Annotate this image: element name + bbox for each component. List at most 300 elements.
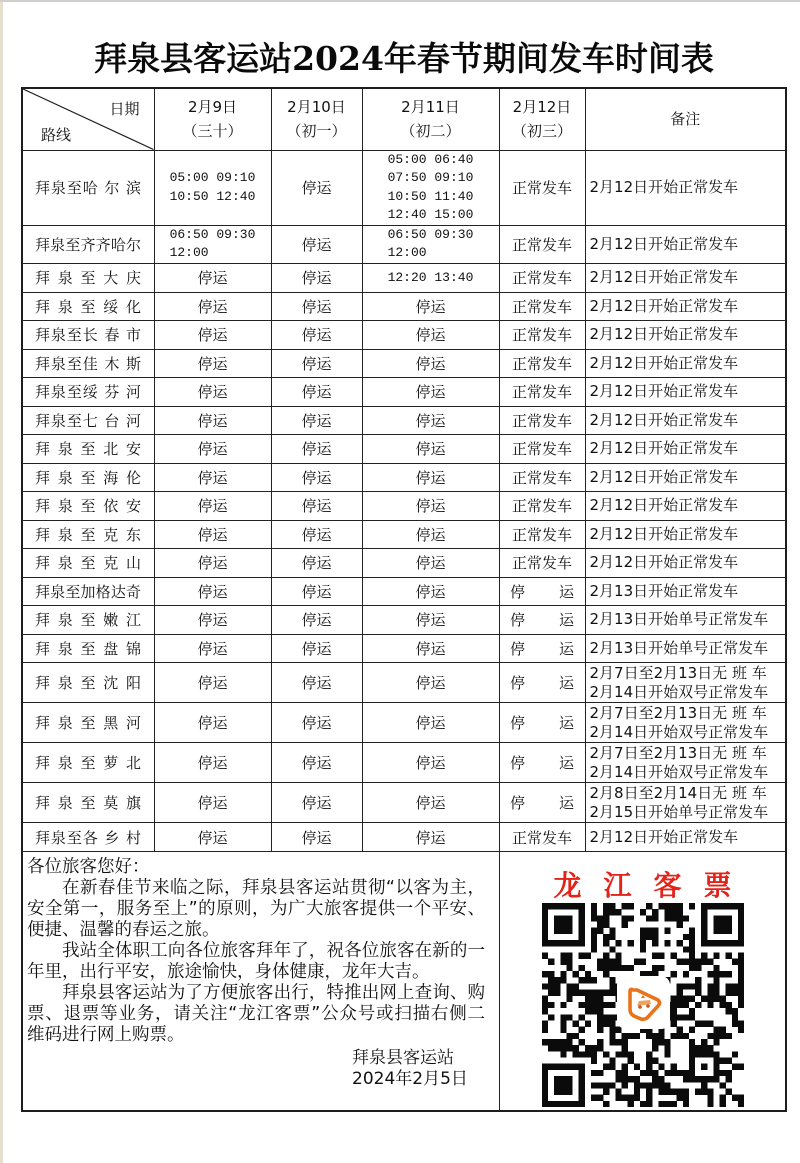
status-text: 停运: [415, 468, 446, 487]
route-name: 拜泉至七 台 河: [35, 411, 141, 430]
route-cell: [22, 378, 154, 407]
page-title: 拜泉县客运站2024年春节期间发车时间表: [94, 39, 714, 78]
route-name: 拜 泉 至 北 安: [35, 440, 141, 459]
status-text: 停运: [301, 554, 332, 573]
header-lunar: （初三）: [511, 122, 572, 141]
feb11-cell: [362, 743, 499, 783]
feb12-cell: [499, 783, 585, 823]
time-line: 12:40 15:00: [387, 207, 474, 222]
feb9-cell: [154, 349, 271, 378]
status-text: 停运: [197, 468, 228, 487]
feb11-cell: [362, 435, 499, 464]
feb12-cell: [499, 321, 585, 350]
status-text: 停运: [301, 525, 332, 544]
status-text: 停运: [415, 674, 446, 692]
route-cell: [22, 703, 154, 743]
feb9-cell: [154, 225, 271, 263]
feb10-cell: [271, 703, 362, 743]
status-text: 停运: [301, 354, 332, 373]
remark-cell: [585, 150, 786, 225]
status-text: 正常发车: [511, 235, 572, 254]
status-text: 停运: [415, 383, 446, 402]
feb10-cell: [271, 321, 362, 350]
header-feb10: [271, 88, 362, 150]
status-text: 停运: [301, 582, 332, 601]
remark-cell: [585, 435, 786, 464]
status-text: 停 运: [510, 611, 574, 630]
status-text: 停运: [197, 714, 228, 732]
feb11-cell: [362, 406, 499, 435]
remark-line: 2月13日开始单号正常发车: [589, 638, 769, 657]
route-name: 拜 泉 至 克 东: [35, 525, 141, 544]
feb9-cell: [154, 463, 271, 492]
route-axis-label: 路线: [41, 125, 72, 144]
status-text: 停运: [415, 297, 446, 316]
status-text: 正常发车: [511, 497, 572, 516]
feb10-cell: [271, 549, 362, 578]
route-name: 拜 泉 至 沈 阳: [35, 674, 141, 692]
status-text: 正常发车: [511, 828, 572, 847]
table-row: [22, 349, 786, 378]
remark-line: 2月12日开始正常发车: [589, 439, 739, 458]
scan-edge-top: [0, 0, 800, 2]
route-name: 拜泉至绥 芬 河: [35, 383, 141, 402]
header-remark: [585, 88, 786, 150]
notice-text: [27, 857, 485, 1046]
feb10-cell: [271, 463, 362, 492]
status-text: 停运: [197, 525, 228, 544]
remark-line: 2月12日开始正常发车: [589, 410, 739, 429]
feb12-cell: [499, 577, 585, 606]
remark-line: 2月7日至2月13日无 班 车: [589, 703, 767, 722]
status-text: 停运: [197, 440, 228, 459]
remark-cell: [585, 378, 786, 407]
table-row: [22, 406, 786, 435]
status-text: 停运: [197, 794, 228, 812]
remark-line: 2月12日开始正常发车: [589, 553, 739, 572]
feb10-cell: [271, 663, 362, 703]
status-text: 停运: [415, 354, 446, 373]
status-text: 停 运: [510, 754, 574, 772]
status-text: 停运: [197, 754, 228, 772]
status-text: 停运: [415, 554, 446, 573]
time-line: 05:00 09:10: [169, 170, 256, 185]
status-text: 停运: [301, 468, 332, 487]
status-text: 停运: [301, 794, 332, 812]
status-text: 停 运: [510, 639, 574, 658]
time-line: 05:00 06:40: [387, 151, 474, 167]
status-text: 停 运: [510, 674, 574, 692]
feb9-cell: [154, 263, 271, 292]
signature-date: 2024年2月5日: [352, 1069, 468, 1089]
remark-cell: [585, 406, 786, 435]
feb11-cell: [362, 263, 499, 292]
status-text: 停运: [415, 411, 446, 430]
notice-row: [22, 852, 786, 1111]
status-text: 停运: [301, 179, 332, 197]
remark-cell: [585, 634, 786, 663]
feb12-cell: [499, 378, 585, 407]
header-row: [22, 88, 786, 150]
schedule-table: [21, 87, 787, 1112]
route-cell: [22, 743, 154, 783]
route-name: 拜 泉 至 绥 化: [35, 297, 141, 316]
status-text: 正常发车: [511, 269, 572, 287]
header-feb12: [499, 88, 585, 150]
feb9-cell: [154, 634, 271, 663]
feb9-cell: [154, 663, 271, 703]
header-date: 2月11日: [401, 98, 460, 117]
feb10-cell: [271, 634, 362, 663]
feb10-cell: [271, 743, 362, 783]
qr-title: 龙江客票: [553, 869, 754, 902]
status-text: 停运: [301, 611, 332, 630]
feb9-cell: [154, 577, 271, 606]
time-line: 06:50 09:30: [169, 226, 256, 242]
feb9-cell: [154, 743, 271, 783]
feb12-cell: [499, 520, 585, 549]
status-text: 停运: [415, 525, 446, 544]
route-cell: [22, 435, 154, 464]
scan-edge-left: [0, 0, 3, 1163]
remark-cell: [585, 823, 786, 852]
table-row: [22, 703, 786, 743]
table-row: [22, 321, 786, 350]
feb9-cell: [154, 435, 271, 464]
remark-cell: [585, 703, 786, 743]
departure-times: [388, 269, 474, 288]
table-row: [22, 492, 786, 521]
status-text: 正常发车: [511, 525, 572, 544]
header-remark-label: 备注: [670, 110, 701, 129]
qr-cell: [499, 852, 786, 1111]
signature: [352, 1048, 468, 1090]
table-row: [22, 263, 786, 292]
table-row: [22, 663, 786, 703]
feb12-cell: [499, 606, 585, 635]
remark-line: 2月12日开始正常发车: [589, 496, 739, 515]
status-text: 正常发车: [511, 468, 572, 487]
feb9-cell: [154, 406, 271, 435]
route-name: 拜泉至哈 尔 滨: [35, 179, 141, 197]
route-name: 拜 泉 至 克 山: [35, 554, 141, 573]
remark-line: 2月14日开始双号正常发车: [589, 682, 769, 701]
feb10-cell: [271, 823, 362, 852]
notice-line: 安全第一，服务至上”的原则，为广大旅客提供一个平安、: [27, 899, 485, 919]
status-text: 正常发车: [511, 383, 572, 402]
route-cell: [22, 783, 154, 823]
remark-cell: [585, 492, 786, 521]
status-text: 停运: [197, 582, 228, 601]
remark-line: 2月13日开始单号正常发车: [589, 610, 769, 629]
status-text: 停运: [301, 326, 332, 345]
feb12-cell: [499, 823, 585, 852]
table-row: [22, 225, 786, 263]
status-text: 停运: [415, 440, 446, 459]
status-text: 停运: [197, 326, 228, 345]
feb12-cell: [499, 463, 585, 492]
route-cell: [22, 634, 154, 663]
notice-cell: [22, 852, 499, 1111]
status-text: 停运: [415, 326, 446, 345]
table-row: [22, 292, 786, 321]
table-row: [22, 577, 786, 606]
remark-cell: [585, 520, 786, 549]
header-date: 2月10日: [287, 98, 346, 117]
header-lunar: （三十）: [182, 122, 243, 141]
status-text: 停运: [197, 554, 228, 573]
remark-line: 2月15日开始单号正常发车: [589, 802, 769, 821]
feb10-cell: [271, 435, 362, 464]
status-text: 正常发车: [511, 297, 572, 316]
route-cell: [22, 406, 154, 435]
feb12-cell: [499, 292, 585, 321]
status-text: 正常发车: [511, 411, 572, 430]
table-row: [22, 150, 786, 225]
status-text: 停运: [301, 269, 332, 287]
remark-cell: [585, 783, 786, 823]
table-row: [22, 634, 786, 663]
time-line: 10:50 12:40: [169, 188, 256, 204]
feb12-cell: [499, 225, 585, 263]
remark-line: 2月12日开始正常发车: [589, 524, 739, 543]
notice-line: 维码进行网上购票。: [27, 1025, 185, 1045]
status-text: 停运: [197, 611, 228, 630]
route-cell: [22, 577, 154, 606]
signature-org: 拜泉县客运站: [352, 1048, 454, 1068]
feb11-cell: [362, 783, 499, 823]
status-text: 停 运: [510, 794, 574, 812]
feb10-cell: [271, 783, 362, 823]
remark-cell: [585, 321, 786, 350]
remark-cell: [585, 577, 786, 606]
feb11-cell: [362, 321, 499, 350]
feb12-cell: [499, 406, 585, 435]
remark-line: 2月12日开始正常发车: [589, 268, 739, 286]
longjiang-ticket-logo-icon: [617, 976, 670, 1029]
route-name: 拜 泉 至 大 庆: [35, 269, 141, 287]
time-line: 12:20 13:40: [387, 270, 474, 286]
feb9-cell: [154, 823, 271, 852]
route-name: 拜 泉 至 莫 旗: [35, 794, 141, 812]
route-cell: [22, 292, 154, 321]
feb11-cell: [362, 292, 499, 321]
feb12-cell: [499, 150, 585, 225]
feb11-cell: [362, 492, 499, 521]
remark-cell: [585, 292, 786, 321]
feb11-cell: [362, 549, 499, 578]
qr-code[interactable]: [542, 903, 744, 1107]
remark-line: 2月12日开始正常发车: [589, 234, 739, 253]
status-text: 正常发车: [511, 179, 572, 197]
feb12-cell: [499, 549, 585, 578]
status-text: 停运: [415, 714, 446, 732]
feb11-cell: [362, 634, 499, 663]
table-row: [22, 783, 786, 823]
time-line: 12:00: [169, 245, 209, 260]
table-row: [22, 463, 786, 492]
remark-line: 2月12日开始正常发车: [589, 382, 739, 401]
feb10-cell: [271, 150, 362, 225]
remark-line: 2月12日开始正常发车: [589, 467, 739, 486]
feb10-cell: [271, 292, 362, 321]
remark-cell: [585, 606, 786, 635]
status-text: 停运: [301, 714, 332, 732]
departure-times: [170, 226, 256, 263]
feb12-cell: [499, 703, 585, 743]
route-name: 拜 泉 至 盘 锦: [35, 639, 141, 658]
feb12-cell: [499, 263, 585, 292]
status-text: 停运: [301, 440, 332, 459]
status-text: 正常发车: [511, 440, 572, 459]
route-cell: [22, 492, 154, 521]
notice-line: 拜泉县客运站为了方便旅客出行，特推出网上查询、购: [62, 983, 485, 1003]
feb10-cell: [271, 378, 362, 407]
feb9-cell: [154, 703, 271, 743]
feb12-cell: [499, 435, 585, 464]
status-text: 停运: [197, 354, 228, 373]
route-cell: [22, 321, 154, 350]
feb11-cell: [362, 150, 499, 225]
route-name: 拜 泉 至 依 安: [35, 497, 141, 516]
table-row: [22, 435, 786, 464]
header-date: 2月9日: [187, 98, 238, 117]
remark-line: 2月12日开始正常发车: [589, 353, 739, 372]
route-name: 拜泉至各 乡 村: [35, 828, 141, 847]
remark-line: 2月7日至2月13日无 班 车: [589, 743, 767, 762]
status-text: 停运: [197, 269, 228, 287]
remark-cell: [585, 225, 786, 263]
status-text: 停运: [301, 411, 332, 430]
feb11-cell: [362, 703, 499, 743]
header-lunar: （初一）: [286, 122, 347, 141]
departure-times: [388, 226, 474, 263]
feb12-cell: [499, 663, 585, 703]
status-text: 停运: [301, 674, 332, 692]
feb12-cell: [499, 634, 585, 663]
feb12-cell: [499, 349, 585, 378]
route-name: 拜 泉 至 萝 北: [35, 754, 141, 772]
status-text: 停运: [301, 639, 332, 658]
feb10-cell: [271, 520, 362, 549]
time-line: 06:50 09:30: [387, 226, 474, 242]
route-name: 拜泉至长 春 市: [35, 326, 141, 345]
feb11-cell: [362, 577, 499, 606]
remark-cell: [585, 349, 786, 378]
remark-cell: [585, 263, 786, 292]
feb11-cell: [362, 349, 499, 378]
status-text: 正常发车: [511, 326, 572, 345]
feb9-cell: [154, 520, 271, 549]
header-corner-cell: [22, 88, 154, 150]
status-text: 停运: [197, 411, 228, 430]
feb10-cell: [271, 606, 362, 635]
route-name: 拜泉至齐齐哈尔: [35, 235, 141, 254]
status-text: 停运: [301, 497, 332, 516]
remark-cell: [585, 463, 786, 492]
status-text: 停运: [197, 497, 228, 516]
notice-greeting: 各位旅客您好：: [27, 857, 150, 877]
table-row: [22, 823, 786, 852]
departure-times: [388, 151, 474, 225]
header-feb11: [362, 88, 499, 150]
route-name: 拜泉至加格达奇: [35, 582, 141, 601]
feb10-cell: [271, 492, 362, 521]
feb9-cell: [154, 549, 271, 578]
status-text: 停运: [415, 582, 446, 601]
status-text: 停运: [301, 235, 332, 254]
route-name: 拜 泉 至 嫩 江: [35, 611, 141, 630]
remark-cell: [585, 663, 786, 703]
route-name: 拜 泉 至 海 伦: [35, 468, 141, 487]
feb9-cell: [154, 378, 271, 407]
table-row: [22, 743, 786, 783]
remark-line: 2月7日至2月13日无 班 车: [589, 663, 767, 682]
header-feb9: [154, 88, 271, 150]
route-cell: [22, 663, 154, 703]
route-cell: [22, 150, 154, 225]
remark-line: 2月12日开始正常发车: [589, 827, 739, 846]
notice-line: 便捷、温馨的春运之旅。: [27, 920, 220, 940]
status-text: 停运: [197, 674, 228, 692]
status-text: 停 运: [510, 714, 574, 732]
remark-line: 2月12日开始正常发车: [589, 325, 739, 344]
feb12-cell: [499, 492, 585, 521]
remark-line: 2月12日开始正常发车: [589, 178, 739, 196]
notice-line: 在新春佳节来临之际，拜泉县客运站贯彻“以客为主，: [62, 878, 485, 898]
header-date: 2月12日: [512, 98, 572, 117]
status-text: 停运: [415, 754, 446, 772]
status-text: 停运: [197, 383, 228, 402]
header-lunar: （初二）: [400, 122, 461, 141]
notice-line: 年里，出行平安，旅途愉快，身体健康，龙年大吉。: [27, 962, 430, 982]
status-text: 停运: [415, 639, 446, 658]
time-line: 07:50 09:10: [387, 170, 474, 185]
status-text: 停运: [197, 297, 228, 316]
table-row: [22, 549, 786, 578]
feb10-cell: [271, 349, 362, 378]
remark-cell: [585, 549, 786, 578]
time-line: 12:00: [387, 245, 427, 260]
feb12-cell: [499, 743, 585, 783]
status-text: 停运: [415, 828, 446, 847]
remark-line: 2月12日开始正常发车: [589, 296, 739, 315]
table-row: [22, 520, 786, 549]
remark-line: 2月14日开始双号正常发车: [589, 762, 769, 781]
status-text: 停运: [301, 383, 332, 402]
feb11-cell: [362, 520, 499, 549]
date-axis-label: 日期: [109, 100, 140, 118]
feb11-cell: [362, 225, 499, 263]
route-cell: [22, 225, 154, 263]
feb9-cell: [154, 150, 271, 225]
table-row: [22, 606, 786, 635]
notice-line: 我站全体职工向各位旅客拜年了，祝各位旅客在新的一: [62, 941, 485, 961]
route-name: 拜 泉 至 黑 河: [35, 714, 141, 732]
route-cell: [22, 463, 154, 492]
status-text: 停运: [301, 754, 332, 772]
status-text: 正常发车: [511, 354, 572, 373]
departure-times: [170, 169, 256, 206]
route-cell: [22, 606, 154, 635]
notice-line: 票、退票等业务，请关注“龙江客票”公众号或扫描右侧二: [27, 1004, 485, 1024]
route-cell: [22, 263, 154, 292]
status-text: 停运: [197, 828, 228, 847]
remark-line: 2月13日开始正常发车: [589, 581, 739, 600]
time-line: 10:50 11:40: [387, 188, 474, 204]
remark-line: 2月8日至2月14日无 班 车: [589, 783, 767, 802]
feb10-cell: [271, 577, 362, 606]
